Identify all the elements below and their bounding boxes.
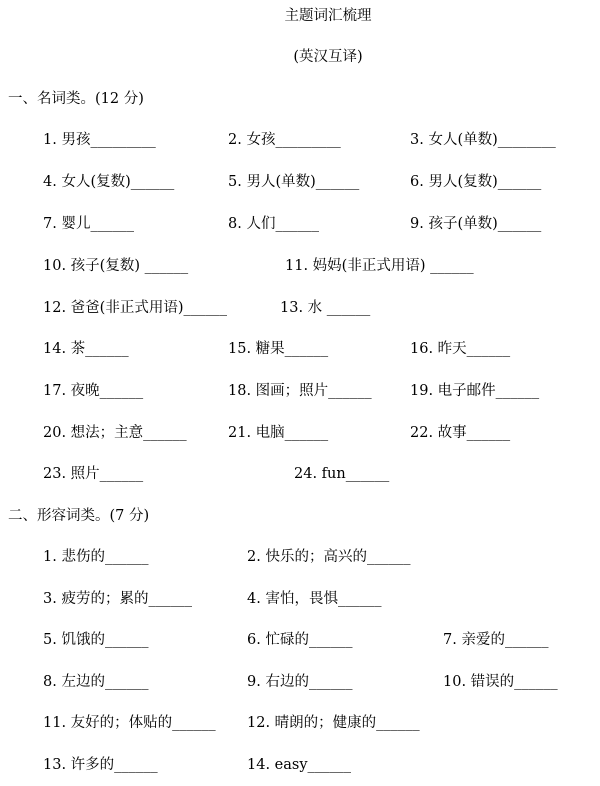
adj-item-8: 8. 左边的______ [43, 674, 149, 690]
noun-item-11: 11. 妈妈(非正式用语) ______ [285, 258, 474, 274]
noun-item-7: 7. 婴儿______ [43, 216, 134, 232]
adj-item-13: 13. 许多的______ [43, 757, 158, 773]
adj-item-3: 3. 疲劳的；累的______ [43, 591, 192, 607]
page-title: 主题词汇梳理 [284, 8, 372, 24]
adj-item-5: 5. 饥饿的______ [43, 632, 149, 648]
noun-item-4: 4. 女人(复数)______ [43, 174, 175, 190]
adj-item-2: 2. 快乐的；高兴的______ [247, 549, 411, 565]
page-subtitle: (英汉互译) [293, 49, 363, 65]
adj-item-14: 14. easy______ [247, 757, 352, 773]
adj-item-4: 4. 害怕，畏惧______ [247, 591, 382, 607]
adj-item-7: 7. 亲爱的______ [443, 632, 549, 648]
noun-item-14: 14. 茶______ [43, 341, 129, 357]
section-heading-nouns: 一、名词类。(12 分) [8, 91, 144, 107]
adj-item-11: 11. 友好的；体贴的______ [43, 715, 216, 731]
noun-item-16: 16. 昨天______ [410, 341, 511, 357]
noun-item-8: 8. 人们______ [228, 216, 319, 232]
noun-item-12: 12. 爸爸(非正式用语)______ [43, 300, 227, 316]
section-heading-adjectives: 二、形容词类。(7 分) [8, 508, 150, 524]
adj-item-10: 10. 错误的______ [443, 674, 558, 690]
noun-item-6: 6. 男人(复数)______ [410, 174, 542, 190]
noun-item-23: 23. 照片______ [43, 466, 144, 482]
noun-item-2: 2. 女孩_________ [228, 132, 341, 148]
noun-item-18: 18. 图画；照片______ [228, 383, 372, 399]
noun-item-17: 17. 夜晚______ [43, 383, 144, 399]
adj-item-1: 1. 悲伤的______ [43, 549, 149, 565]
adj-item-6: 6. 忙碌的______ [247, 632, 353, 648]
noun-item-3: 3. 女人(单数)________ [410, 132, 556, 148]
noun-item-21: 21. 电脑______ [228, 425, 329, 441]
noun-item-22: 22. 故事______ [410, 425, 511, 441]
adj-item-12: 12. 晴朗的；健康的______ [247, 715, 420, 731]
noun-item-1: 1. 男孩_________ [43, 132, 156, 148]
noun-item-19: 19. 电子邮件______ [410, 383, 540, 399]
noun-item-13: 13. 水 ______ [280, 300, 371, 316]
noun-item-9: 9. 孩子(单数)______ [410, 216, 542, 232]
adj-item-9: 9. 右边的______ [247, 674, 353, 690]
noun-item-24: 24. fun______ [294, 466, 390, 482]
noun-item-20: 20. 想法；主意______ [43, 425, 187, 441]
noun-item-10: 10. 孩子(复数) ______ [43, 258, 189, 274]
noun-item-5: 5. 男人(单数)______ [228, 174, 360, 190]
noun-item-15: 15. 糖果______ [228, 341, 329, 357]
